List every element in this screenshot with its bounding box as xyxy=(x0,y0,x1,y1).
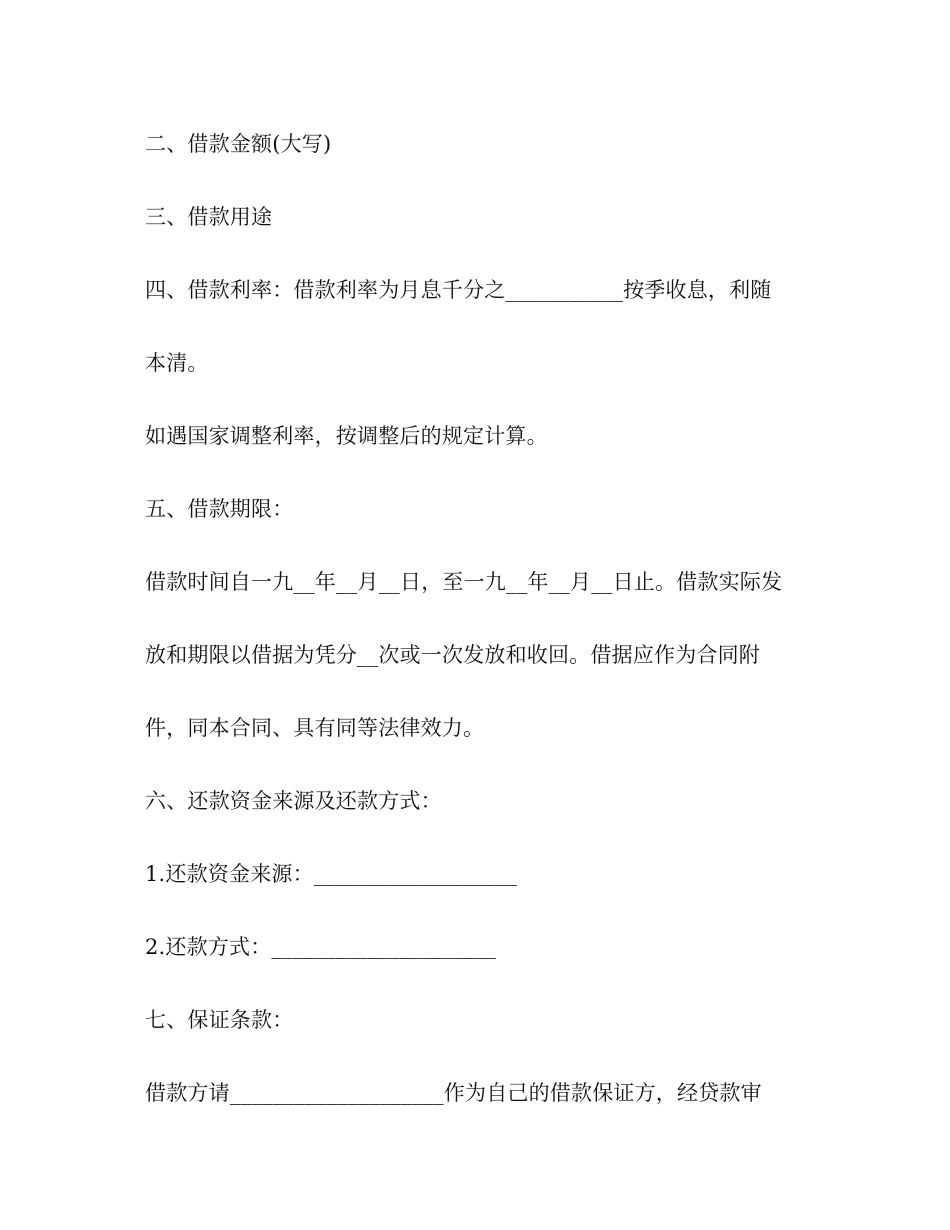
clause-4-continuation: 本清。 xyxy=(145,351,209,375)
clause-6-repayment: 六、还款资金来源及还款方式： xyxy=(145,789,442,813)
clause-7-guarantee: 七、保证条款： xyxy=(145,1008,294,1032)
clause-4-interest-rate: 四、借款利率：借款利率为月息千分之___________按季收息，利随 xyxy=(145,278,772,302)
loan-period-text-3: 件，同本合同、具有同等法律效力。 xyxy=(145,716,485,740)
repayment-source-item: 1.还款资金来源：___________________ xyxy=(145,862,518,886)
clause-2-loan-amount: 二、借款金额(大写) xyxy=(145,132,332,156)
loan-period-text-2: 放和期限以借据为凭分__次或一次发放和收回。借据应作为合同附 xyxy=(145,643,760,667)
clause-3-loan-purpose: 三、借款用途 xyxy=(145,205,273,229)
guarantee-text: 借款方请____________________作为自己的借款保证方，经贷款审 xyxy=(145,1081,762,1105)
clause-5-loan-term: 五、借款期限： xyxy=(145,497,294,521)
rate-adjustment-note: 如遇国家调整利率，按调整后的规定计算。 xyxy=(145,424,548,448)
repayment-method-item: 2.还款方式：_____________________ xyxy=(145,935,497,959)
loan-period-text: 借款时间自一九__年__月__日，至一九__年__月__日止。借款实际发 xyxy=(145,570,783,594)
